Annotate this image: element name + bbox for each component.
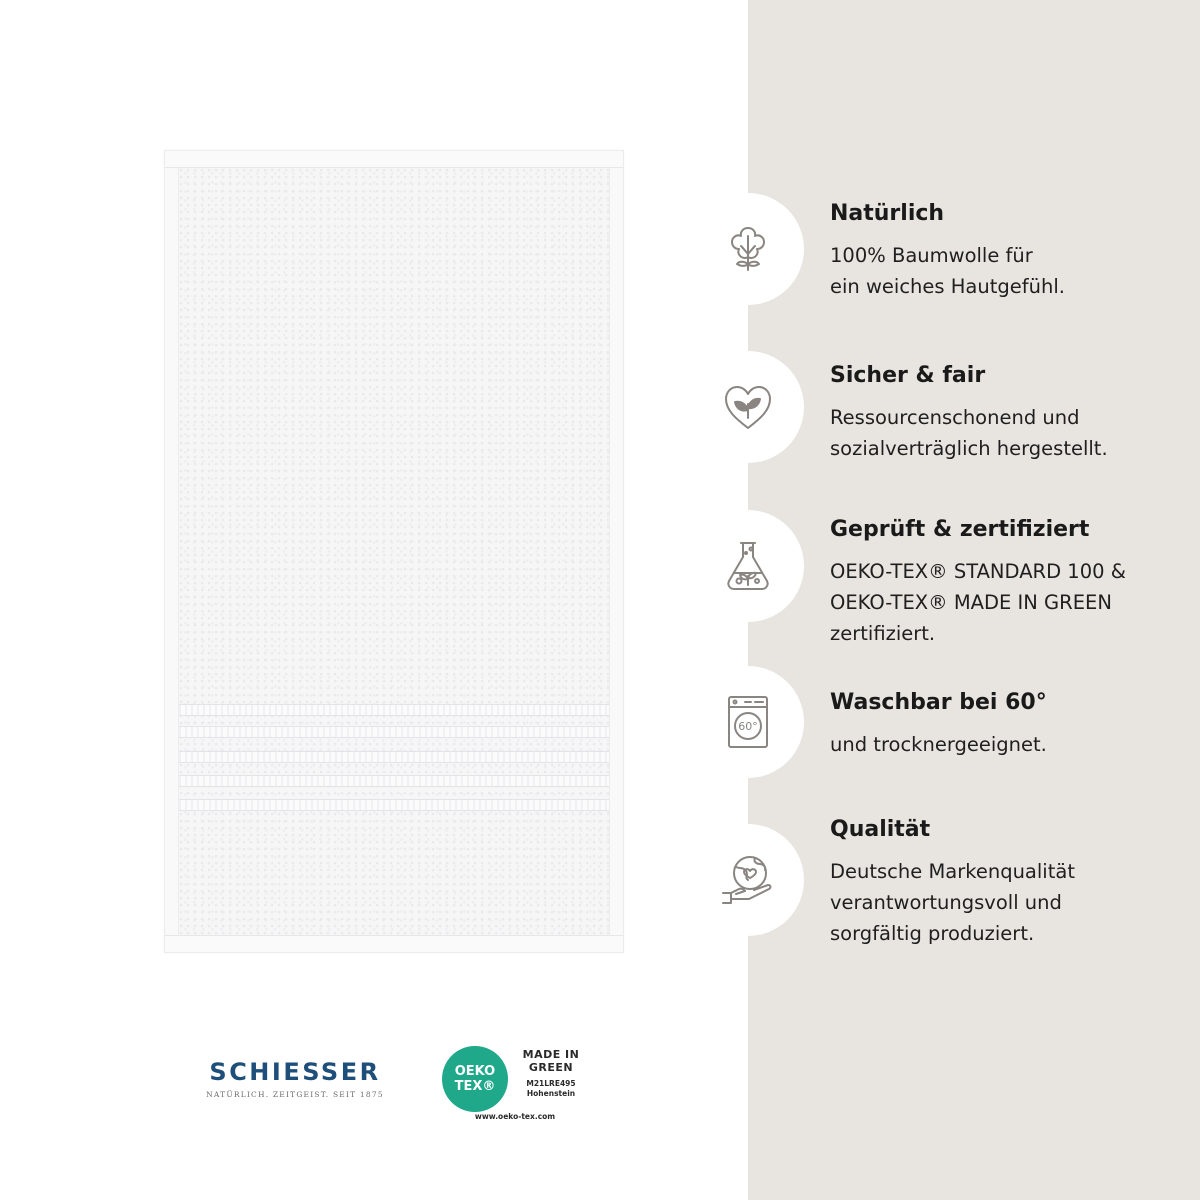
washing-machine-icon	[692, 666, 804, 778]
feature-washable	[830, 689, 1170, 760]
feature-certified	[830, 516, 1170, 649]
oeko-tex-label	[518, 1048, 584, 1099]
feature-title: Natürlich	[830, 201, 945, 226]
oeko-tex-logo	[442, 1046, 508, 1112]
towel-bordure-stripe	[179, 775, 609, 787]
towel-side-hem	[165, 151, 179, 952]
cotton-flower-icon	[692, 193, 804, 305]
feature-title: Qualität	[830, 817, 931, 842]
towel-bordure-stripe	[179, 751, 609, 763]
oeko-line2: TEX®	[454, 1079, 496, 1094]
wash-temperature-label: 60°	[738, 720, 758, 733]
feature-title: Geprüft & zertifiziert	[830, 517, 1090, 542]
hand-globe-heart-icon	[692, 824, 804, 936]
feature-text: Ressourcenschonend und sozialverträglich hergestellt.	[830, 406, 1108, 460]
feature-text: und trocknergeeignet.	[830, 733, 1047, 756]
towel-terry-texture	[179, 168, 609, 935]
towel-bordure-stripe	[179, 704, 609, 716]
feature-text: 100% Baumwolle für ein weiches Hautgefühl.	[830, 244, 1065, 298]
feature-title: Waschbar bei 60°	[830, 690, 1047, 715]
feature-safe-fair	[830, 362, 1170, 464]
feature-natural	[830, 200, 1170, 302]
feature-quality	[830, 816, 1170, 949]
feature-title: Sicher & fair	[830, 363, 986, 388]
schiesser-tagline: NATÜRLICH. ZEITGEIST. SEIT 1875	[206, 1090, 384, 1099]
towel-bordure-stripe	[179, 726, 609, 738]
oeko-url: www.oeko-tex.com	[474, 1112, 556, 1121]
feature-text: OEKO-TEX® STANDARD 100 & OEKO-TEX® MADE IN GREEN zertifiziert.	[830, 560, 1126, 645]
lab-flask-icon	[692, 510, 804, 622]
oeko-made-in-green: MADE IN GREEN	[522, 1048, 580, 1074]
heart-leaves-icon	[692, 351, 804, 463]
oeko-code: M21LRE495	[526, 1079, 576, 1088]
schiesser-logo	[200, 1058, 390, 1099]
feature-text: Deutsche Markenqualität verantwortungsvoll und sorgfältig produziert.	[830, 860, 1075, 945]
towel-bordure-stripe	[179, 799, 609, 811]
schiesser-brand: SCHIESSER	[209, 1058, 381, 1086]
towel-side-hem	[609, 151, 623, 952]
oeko-place: Hohenstein	[526, 1089, 576, 1098]
towel-bottom-hem	[165, 935, 623, 952]
towel-top-hem	[165, 151, 623, 168]
oeko-line1: OEKO	[454, 1064, 496, 1079]
towel-photo	[164, 150, 624, 953]
